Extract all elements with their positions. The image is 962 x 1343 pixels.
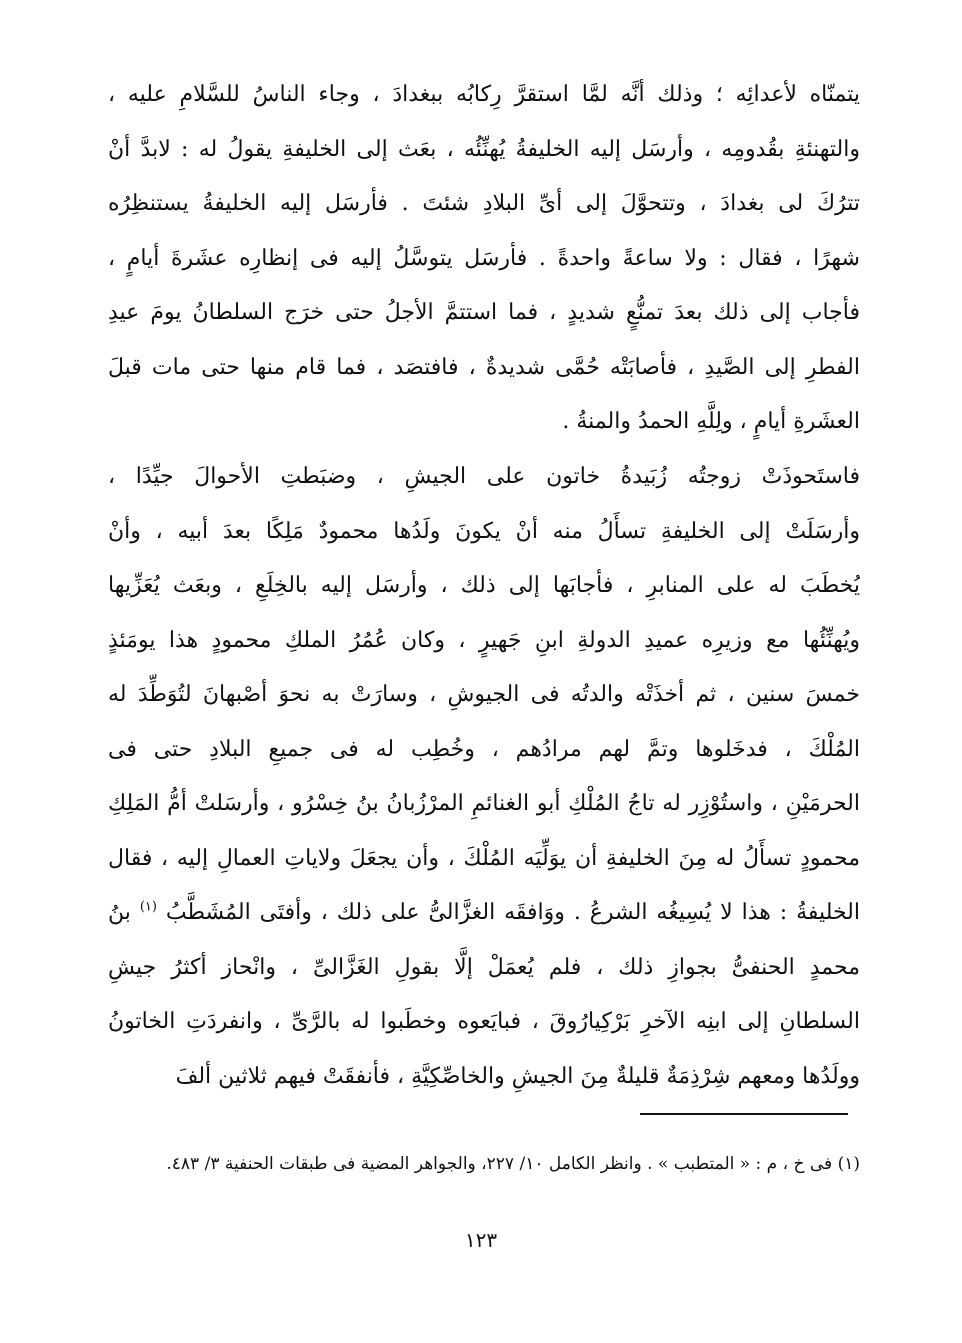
text-line: محمدٍ الحنفىُّ بجوازِ ذلك ، فلم يُعمَلْ إلَّا بقولِ الغَزَّالىِّ ، وانْحاز أكثرُ جيشِ — [108, 954, 860, 980]
body-paragraph-2 — [108, 450, 860, 1104]
text-line: فاستَحوذَتْ زوجتُه زُبَيدةُ خاتون على الجيشِ ، وضبَطتِ الأحوالَ جيِّدًا ، — [108, 464, 860, 489]
text-line: محمودٍ تسأَلُ له مِنَ الخليفةِ أن يوَلِّيَه المُلْكَ ، وأن يجعَلَ ولاياتِ العمالِ إليه ، فقال — [108, 845, 860, 871]
text-line: وأرسَلَتْ إلى الخليفةِ تسأَلُ منه أنْ يكونَ ولَدُها محمودٌ مَلِكًا بعدَ أبيه ، وأنْ — [108, 518, 860, 544]
text-line: خمسَ سنين ، ثم أخذَتْه والدتُه فى الجيوشِ ، وسارَتْ به نحوَ أصْبهانَ لتُوَطِّدَ له — [108, 682, 860, 707]
footnote: (١) فى خ ، م : « المتطبب » . وانظر الكامل ١٠/ ٢٢٧، والجواهر المضية فى طبقات الحنفية ٣/ ٤٨٣. — [166, 1154, 860, 1174]
text-line: تترُكَ لى بغدادَ ، وتتحوَّلَ إلى أىِّ البلادِ شئتَ . فأرسَل إليه الخليفةُ يستنظِرُه — [108, 191, 860, 216]
text-line: شهرًا ، فقال : ولا ساعةً واحدةً . فأرسَل يتوسَّلُ إليه فى إنظارِه عشَرةَ أيامٍ ، — [108, 245, 860, 271]
text-line: وولَدُها ومعهم شِرْذِمَةٌ قليلةٌ مِنَ الجيشِ والخاصِّكِيَّةِ ، فأنفقَتْ فيهم ثلاثين ألفَ — [175, 1063, 860, 1089]
page-number: ١٢٣ — [464, 1228, 498, 1252]
text-line: العشَرةِ أيامٍ ، ولِلَّهِ الحمدُ والمنةُ . — [562, 409, 860, 434]
text-line: الحرمَيْنِ ، واستُوْزِر له تاجُ المُلْكِ أبو الغنائمِ المرْزُبانُ بنُ خِسْرُو ، وأرسَلتْ أمُّ المَلِكِ — [108, 791, 860, 816]
text-line: المُلْكَ ، فدخَلوها وتمَّ لهم مرادُهم ، وخُطِب له فى جميعِ البلادِ حتى فى — [108, 736, 860, 762]
footnote-separator — [640, 1113, 848, 1115]
text-line: يتمنّاه لأعدائِه ؛ وذلك أنَّه لمَّا استقرَّ رِكابُه ببغدادَ ، وجاء الناسُ للسَّلامِ عليه ، — [108, 82, 860, 107]
footnote-marker: (١) — [139, 899, 157, 915]
text-line: الخليفةُ : هذا لا يُسِيغُه الشرعُ . ووَافقَه الغزَّالىُّ على ذلك ، وأفتَى المُشَطَّبُ $^{(١)}$ بنُ — [108, 899, 860, 925]
text-line: والتهنئةِ بقُدومِه ، وأرسَل إليه الخليفةُ يُهنِّئُه ، بعَث إلى الخليفةِ يقولُ له : لابدَّ أنْ — [108, 136, 860, 162]
text-line: فأجاب إلى ذلك بعدَ تمنُّعٍ شديدٍ ، فما استتمَّ الأجلُ حتى خرَج السلطانُ يومَ عيدِ — [108, 300, 860, 325]
text-line: الفطرِ إلى الصَّيدِ ، فأصابَتْه حُمَّى شديدةٌ ، فافتصَد ، فما قام منها حتى مات قبلَ — [108, 354, 860, 380]
body-paragraph-1 — [108, 68, 860, 450]
text-line: يُخطَبَ له على المنابرِ ، فأجابَها إلى ذلك ، وأرسَل إليه بالخِلَعِ ، وبعَث يُعَزِّيها — [108, 573, 860, 598]
text-line: ويُهنِّئُها مع وزيرِه عميدِ الدولةِ ابنِ جَهيرٍ ، وكان عُمُرُ الملكِ محمودٍ هذا يومَئذٍ — [108, 627, 860, 653]
text-line: السلطانِ إلى ابنِه الآخرِ بَرْكِيارُوقَ ، فبايَعوه وخطَبوا له بالرَّىِّ ، وانفردَتِ الخاتونُ — [108, 1009, 860, 1034]
